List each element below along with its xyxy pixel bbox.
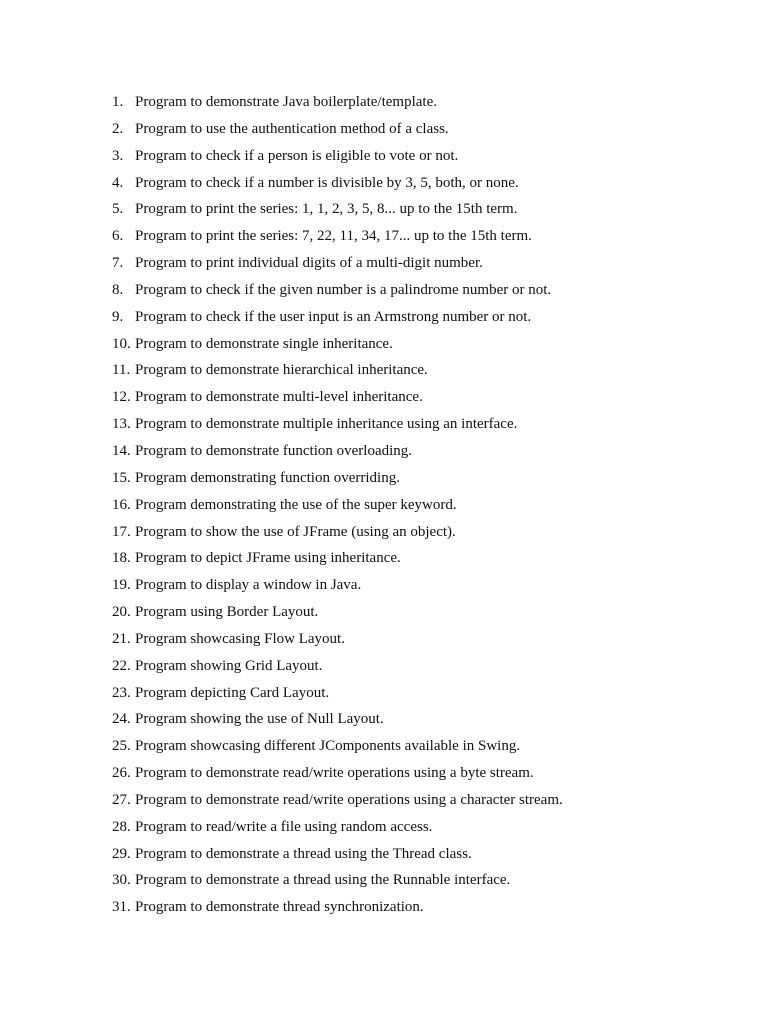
list-item bbox=[112, 787, 563, 814]
list-item-number: 12. bbox=[112, 389, 131, 406]
list-item bbox=[112, 411, 563, 438]
list-item bbox=[112, 196, 563, 223]
list-item-number: 13. bbox=[112, 416, 131, 433]
list-item-number: 6. bbox=[112, 228, 124, 245]
list-item-number: 29. bbox=[112, 845, 131, 862]
list-item-number: 22. bbox=[112, 657, 131, 674]
list-item-number: 19. bbox=[112, 577, 131, 594]
list-item-text: Program showing the use of Null Layout. bbox=[135, 711, 384, 728]
list-item bbox=[112, 250, 563, 277]
list-item-number: 5. bbox=[112, 201, 124, 218]
list-item bbox=[112, 384, 563, 411]
list-item-text: Program to demonstrate thread synchronization. bbox=[135, 899, 424, 916]
list-item-text: Program to print the series: 1, 1, 2, 3, 5, 8... up to the 15th term. bbox=[135, 201, 518, 218]
list-item-number: 3. bbox=[112, 147, 124, 164]
list-item-text: Program demonstrating function overriding. bbox=[135, 469, 400, 486]
list-item-text: Program to demonstrate hierarchical inheritance. bbox=[135, 362, 428, 379]
list-item-text: Program showcasing different JComponents available in Swing. bbox=[135, 738, 521, 755]
list-item bbox=[112, 170, 563, 197]
list-item-text: Program to demonstrate a thread using the Runnable interface. bbox=[135, 872, 511, 889]
list-item-text: Program to print the series: 7, 22, 11, 34, 17... up to the 15th term. bbox=[135, 228, 532, 245]
list-item-number: 15. bbox=[112, 469, 131, 486]
list-item-number: 1. bbox=[112, 94, 124, 110]
program-list bbox=[112, 89, 563, 921]
list-item-text: Program to depict JFrame using inheritance. bbox=[135, 550, 401, 567]
list-item bbox=[112, 519, 563, 546]
list-item bbox=[112, 760, 563, 787]
list-item bbox=[112, 116, 563, 143]
list-item bbox=[112, 733, 563, 760]
list-item bbox=[112, 143, 563, 170]
list-item-text: Program to demonstrate a thread using the Thread class. bbox=[135, 845, 472, 862]
list-item bbox=[112, 438, 563, 465]
list-item-number: 18. bbox=[112, 550, 131, 567]
list-item bbox=[112, 680, 563, 707]
list-item-text: Program to demonstrate multi-level inheritance. bbox=[135, 389, 423, 406]
list-item-text: Program using Border Layout. bbox=[135, 604, 319, 621]
list-item bbox=[112, 626, 563, 653]
list-item-text: Program to demonstrate Java boilerplate/template. bbox=[135, 94, 437, 110]
list-item-number: 21. bbox=[112, 630, 131, 647]
list-item-text: Program to show the use of JFrame (using an object). bbox=[135, 523, 456, 540]
list-item-number: 26. bbox=[112, 765, 131, 782]
list-item bbox=[112, 814, 563, 841]
list-item-number: 10. bbox=[112, 335, 131, 352]
list-item-number: 8. bbox=[112, 281, 124, 298]
list-item-text: Program to demonstrate single inheritance. bbox=[135, 335, 393, 352]
list-item bbox=[112, 223, 563, 250]
list-item-number: 31. bbox=[112, 899, 131, 916]
list-item-number: 25. bbox=[112, 738, 131, 755]
list-item bbox=[112, 841, 563, 868]
list-item-number: 4. bbox=[112, 174, 124, 191]
list-item bbox=[112, 706, 563, 733]
list-item-text: Program showcasing Flow Layout. bbox=[135, 630, 345, 647]
list-item-text: Program to print individual digits of a multi-digit number. bbox=[135, 255, 483, 272]
list-item-text: Program to use the authentication method of a class. bbox=[135, 120, 449, 137]
list-item bbox=[112, 894, 563, 921]
list-item bbox=[112, 492, 563, 519]
list-item-text: Program to demonstrate function overloading. bbox=[135, 442, 413, 459]
list-item-number: 28. bbox=[112, 818, 131, 835]
list-item bbox=[112, 357, 563, 384]
list-item-text: Program depicting Card Layout. bbox=[135, 684, 330, 701]
list-item-text: Program to check if the user input is an Armstrong number or not. bbox=[135, 308, 532, 325]
list-item-text: Program to demonstrate read/write operations using a byte stream. bbox=[135, 765, 534, 782]
list-item-number: 9. bbox=[112, 308, 124, 325]
list-item-text: Program to check if the given number is a palindrome number or not. bbox=[135, 281, 552, 298]
list-item-text: Program to check if a person is eligible to vote or not. bbox=[135, 147, 459, 164]
list-item-number: 2. bbox=[112, 120, 124, 137]
list-item-number: 27. bbox=[112, 791, 131, 808]
list-item-number: 23. bbox=[112, 684, 131, 701]
list-item-text: Program showing Grid Layout. bbox=[135, 657, 323, 674]
list-item-number: 11. bbox=[112, 362, 131, 379]
list-item-text: Program to check if a number is divisible by 3, 5, both, or none. bbox=[135, 174, 519, 191]
list-item bbox=[112, 599, 563, 626]
list-item-text: Program demonstrating the use of the super keyword. bbox=[135, 496, 457, 513]
list-item bbox=[112, 304, 563, 331]
list-item bbox=[112, 277, 563, 304]
list-item-number: 20. bbox=[112, 604, 131, 621]
list-item bbox=[112, 545, 563, 572]
list-item-number: 30. bbox=[112, 872, 131, 889]
list-item-number: 14. bbox=[112, 442, 131, 459]
list-item-number: 16. bbox=[112, 496, 131, 513]
list-item-number: 24. bbox=[112, 711, 131, 728]
list-item-number: 7. bbox=[112, 255, 124, 272]
list-item bbox=[112, 465, 563, 492]
list-item-text: Program to demonstrate read/write operations using a character stream. bbox=[135, 791, 563, 808]
list-item-text: Program to display a window in Java. bbox=[135, 577, 362, 594]
list-item bbox=[112, 653, 563, 680]
list-item-number: 17. bbox=[112, 523, 131, 540]
list-item bbox=[112, 867, 563, 894]
list-item-text: Program to read/write a file using random access. bbox=[135, 818, 433, 835]
list-item bbox=[112, 572, 563, 599]
list-item-text: Program to demonstrate multiple inheritance using an interface. bbox=[135, 416, 518, 433]
list-item bbox=[112, 331, 563, 358]
list-item bbox=[112, 89, 563, 116]
